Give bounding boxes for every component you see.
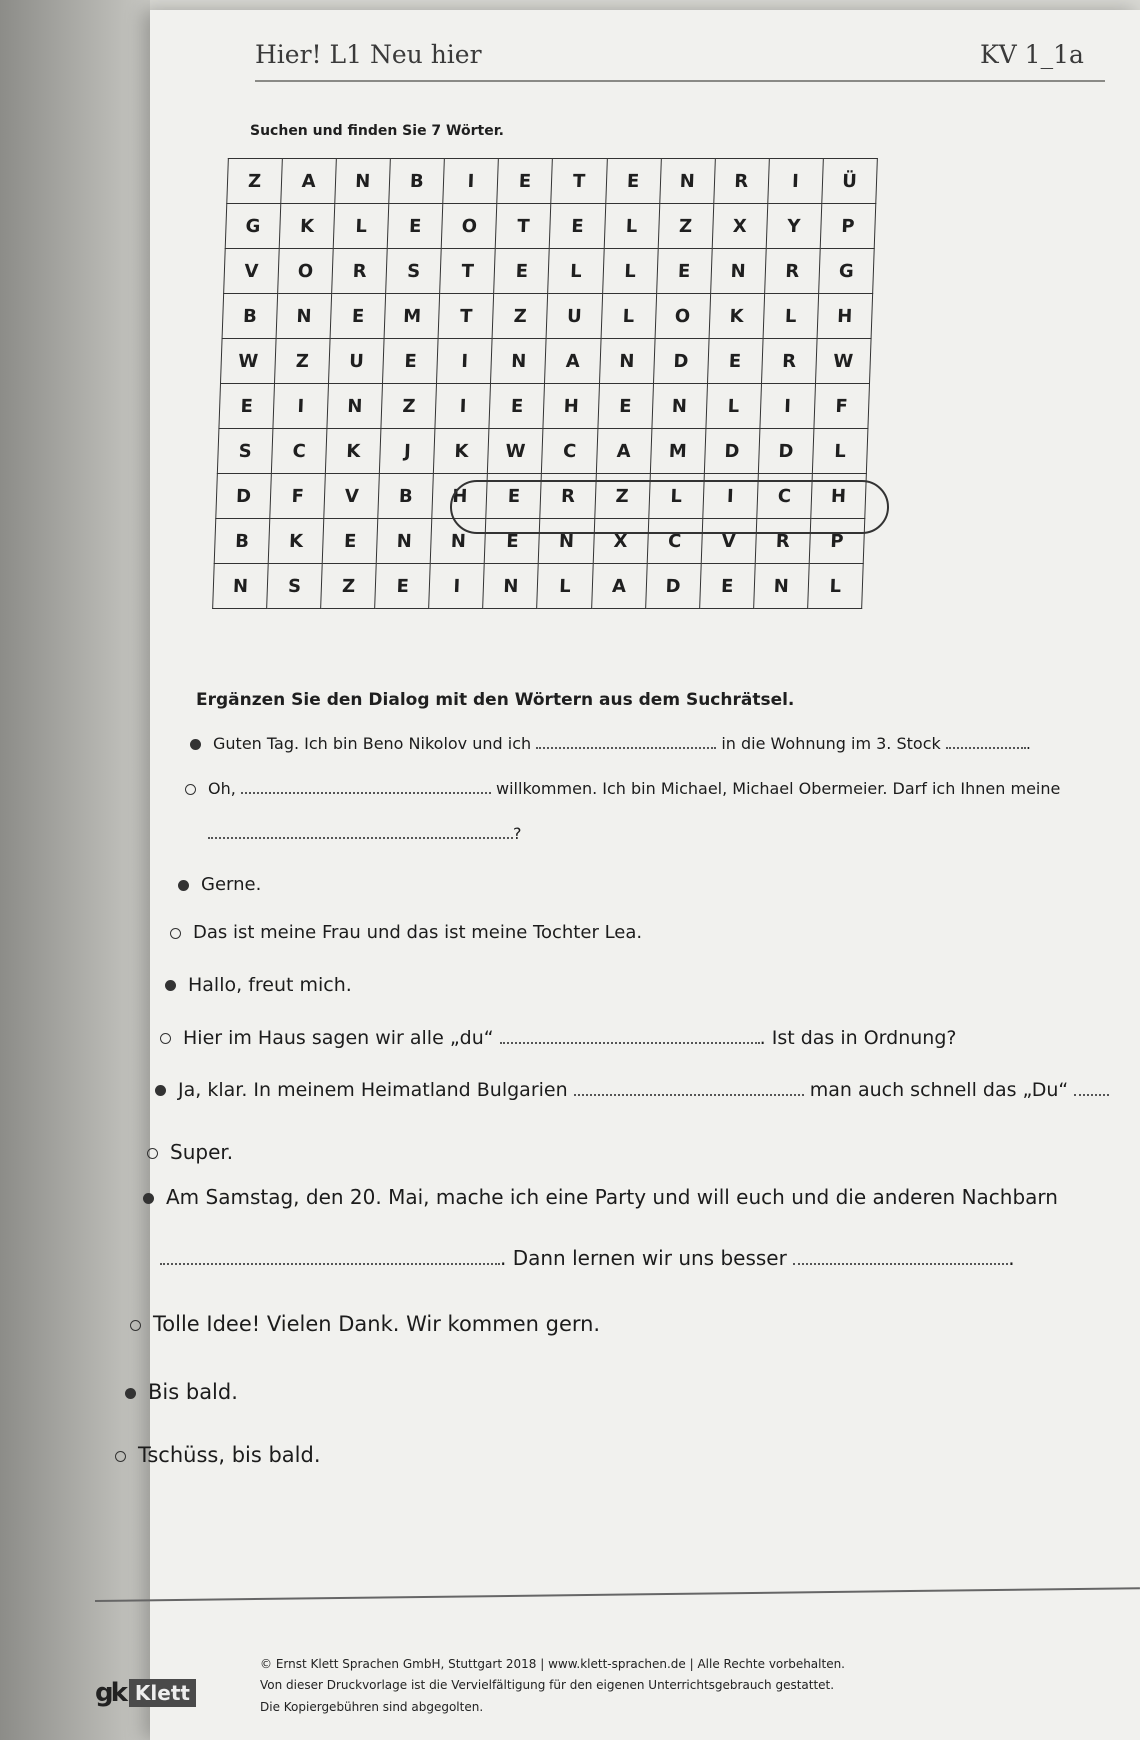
grid-cell[interactable]: T — [551, 159, 607, 204]
answer-blank[interactable] — [574, 1080, 804, 1096]
speaker-b-bullet — [115, 1451, 126, 1462]
grid-cell[interactable]: H — [811, 474, 867, 519]
grid-cell[interactable]: Z — [227, 159, 283, 204]
grid-cell[interactable]: B — [222, 294, 278, 339]
grid-cell[interactable]: S — [267, 564, 323, 609]
klett-logo-icon: gk — [95, 1678, 125, 1708]
grid-cell[interactable]: C — [757, 474, 813, 519]
speaker-a-bullet — [155, 1085, 166, 1096]
grid-row — [224, 249, 875, 294]
grid-cell[interactable]: P — [820, 204, 876, 249]
footer-fees: Die Kopiergebühren sind abgegolten. — [260, 1700, 484, 1714]
speaker-a-bullet — [178, 880, 189, 891]
background-shadow — [0, 0, 150, 1740]
grid-cell[interactable]: S — [217, 429, 273, 474]
grid-cell[interactable]: A — [545, 339, 601, 384]
grid-row — [214, 519, 865, 564]
grid-cell[interactable]: N — [599, 339, 655, 384]
speaker-b-bullet — [160, 1033, 171, 1044]
grid-cell[interactable]: I — [273, 384, 329, 429]
dialog-line-4: Gerne. — [178, 874, 261, 895]
grid-cell[interactable]: I — [429, 564, 485, 609]
grid-cell[interactable]: N — [539, 519, 595, 564]
answer-blank[interactable] — [946, 733, 1026, 749]
grid-cell[interactable]: L — [333, 204, 389, 249]
grid-cell[interactable]: I — [760, 384, 816, 429]
grid-row — [219, 384, 870, 429]
grid-cell[interactable]: C — [542, 429, 598, 474]
dialog-line-7: Hier im Haus sagen wir alle „du“ . Ist das in Ordnung? — [160, 1027, 957, 1049]
grid-cell[interactable]: K — [709, 294, 765, 339]
klett-logo-text: Klett — [129, 1679, 196, 1707]
grid-row — [221, 339, 872, 384]
grid-cell[interactable]: Z — [658, 204, 714, 249]
grid-cell[interactable]: N — [276, 294, 332, 339]
grid-cell[interactable]: E — [375, 564, 431, 609]
grid-cell[interactable]: N — [483, 564, 539, 609]
grid-cell[interactable]: T — [496, 204, 552, 249]
grid-cell[interactable]: B — [214, 519, 270, 564]
grid-cell[interactable]: H — [817, 294, 873, 339]
dialog-line-14: Tschüss, bis bald. — [115, 1443, 321, 1467]
grid-cell[interactable]: N — [213, 564, 269, 609]
answer-blank[interactable] — [536, 733, 716, 749]
grid-cell[interactable]: D — [758, 429, 814, 474]
answer-blank[interactable] — [1074, 1080, 1109, 1096]
grid-cell[interactable]: F — [270, 474, 326, 519]
grid-cell[interactable]: Z — [594, 474, 650, 519]
grid-cell[interactable]: N — [335, 159, 391, 204]
speaker-a-bullet — [165, 980, 176, 991]
word-search-grid — [212, 158, 878, 609]
grid-cell[interactable]: V — [701, 519, 757, 564]
grid-cell[interactable]: R — [713, 159, 769, 204]
grid-cell[interactable]: Z — [381, 384, 437, 429]
grid-row — [217, 429, 868, 474]
answer-blank[interactable] — [208, 823, 513, 839]
task-2-instruction: Ergänzen Sie den Dialog mit den Wörtern aus dem Suchrätsel. — [196, 690, 795, 710]
grid-cell[interactable]: Ü — [822, 159, 878, 204]
speaker-b-bullet — [170, 928, 181, 939]
dialog-line-13: Bis bald. — [125, 1380, 238, 1404]
grid-cell[interactable]: X — [712, 204, 768, 249]
grid-cell[interactable]: E — [597, 384, 653, 429]
footer-license: Von dieser Druckvorlage ist die Vervielfältigung für den eigenen Unterrichtsgebrauch gestattet. — [260, 1678, 835, 1692]
answer-blank[interactable] — [160, 1249, 500, 1265]
grid-cell[interactable]: I — [702, 474, 758, 519]
grid-cell[interactable]: M — [384, 294, 440, 339]
grid-cell[interactable]: L — [601, 294, 657, 339]
dialog-line-10: Am Samstag, den 20. Mai, mache ich eine Party und will euch und die anderen Nachbarn — [143, 1185, 1058, 1209]
worksheet-code: KV 1_1a — [980, 40, 1084, 69]
answer-blank[interactable] — [241, 778, 491, 794]
grid-row — [213, 564, 864, 609]
grid-cell[interactable]: E — [605, 159, 661, 204]
grid-cell[interactable]: I — [437, 339, 493, 384]
grid-cell[interactable]: N — [753, 564, 809, 609]
grid-cell[interactable]: T — [438, 294, 494, 339]
dialog-line-1: Guten Tag. Ich bin Beno Nikolov und ich in die Wohnung im 3. Stock . — [190, 733, 1031, 753]
grid-cell[interactable]: L — [763, 294, 819, 339]
grid-cell[interactable]: A — [591, 564, 647, 609]
grid-cell[interactable]: R — [540, 474, 596, 519]
grid-cell[interactable]: G — [819, 249, 875, 294]
grid-cell[interactable]: X — [593, 519, 649, 564]
grid-cell[interactable]: U — [329, 339, 385, 384]
grid-cell[interactable]: Z — [492, 294, 548, 339]
grid-cell[interactable]: E — [550, 204, 606, 249]
grid-cell[interactable]: R — [761, 339, 817, 384]
grid-cell[interactable]: J — [380, 429, 436, 474]
grid-cell[interactable]: N — [710, 249, 766, 294]
grid-cell[interactable]: V — [324, 474, 380, 519]
grid-cell[interactable]: E — [497, 159, 553, 204]
grid-cell[interactable]: Z — [321, 564, 377, 609]
grid-cell[interactable]: N — [491, 339, 547, 384]
grid-cell[interactable]: N — [376, 519, 432, 564]
grid-cell[interactable]: I — [435, 384, 491, 429]
grid-cell[interactable]: K — [268, 519, 324, 564]
grid-cell[interactable]: O — [442, 204, 498, 249]
grid-cell[interactable]: D — [704, 429, 760, 474]
grid-cell[interactable]: T — [440, 249, 496, 294]
dialog-line-3: ? — [208, 823, 522, 843]
grid-cell[interactable]: U — [547, 294, 603, 339]
grid-cell[interactable]: L — [808, 564, 864, 609]
grid-cell[interactable]: L — [648, 474, 704, 519]
dialog-line-2: Oh, willkommen. Ich bin Michael, Michael Obermeier. Darf ich Ihnen meine — [185, 778, 1060, 798]
grid-cell[interactable]: C — [647, 519, 703, 564]
grid-cell[interactable]: R — [755, 519, 811, 564]
grid-cell[interactable]: L — [548, 249, 604, 294]
grid-cell[interactable]: A — [281, 159, 337, 204]
grid-cell[interactable]: O — [655, 294, 711, 339]
grid-cell[interactable]: S — [386, 249, 442, 294]
grid-cell[interactable]: N — [652, 384, 708, 429]
grid-row — [222, 294, 873, 339]
dialog-line-9: Super. — [147, 1140, 233, 1164]
header-divider — [255, 80, 1105, 82]
grid-cell[interactable]: E — [383, 339, 439, 384]
grid-cell[interactable]: L — [602, 249, 658, 294]
klett-logo — [95, 1672, 200, 1714]
speaker-b-bullet — [130, 1320, 141, 1331]
grid-cell[interactable]: D — [653, 339, 709, 384]
grid-cell[interactable]: O — [278, 249, 334, 294]
dialog-line-12: Tolle Idee! Vielen Dank. Wir kommen gern. — [130, 1312, 600, 1336]
grid-cell[interactable]: E — [489, 384, 545, 429]
grid-cell[interactable]: V — [224, 249, 280, 294]
grid-cell[interactable]: G — [225, 204, 281, 249]
grid-cell[interactable]: N — [431, 519, 487, 564]
grid-cell[interactable]: K — [279, 204, 335, 249]
speaker-a-bullet — [190, 739, 201, 750]
grid-cell[interactable]: L — [812, 429, 868, 474]
grid-cell[interactable]: E — [485, 519, 541, 564]
grid-cell[interactable]: W — [221, 339, 277, 384]
grid-cell[interactable]: N — [659, 159, 715, 204]
grid-row — [227, 159, 878, 204]
grid-cell[interactable]: N — [327, 384, 383, 429]
answer-blank[interactable] — [500, 1028, 760, 1044]
speaker-b-bullet — [147, 1148, 158, 1159]
grid-cell[interactable]: M — [650, 429, 706, 474]
grid-cell[interactable]: E — [494, 249, 550, 294]
dialog-line-8: Ja, klar. In meinem Heimatland Bulgarien man auch schnell das „Du“ — [155, 1079, 1109, 1101]
grid-cell[interactable]: K — [326, 429, 382, 474]
speaker-b-bullet — [185, 784, 196, 795]
dialog-line-11: . Dann lernen wir uns besser . — [160, 1246, 1015, 1270]
task-1-instruction: Suchen und finden Sie 7 Wörter. — [250, 123, 504, 139]
grid-cell[interactable]: E — [322, 519, 378, 564]
grid-cell[interactable]: E — [219, 384, 275, 429]
grid-cell[interactable]: I — [768, 159, 824, 204]
grid-cell[interactable]: C — [271, 429, 327, 474]
grid-cell[interactable]: R — [764, 249, 820, 294]
grid-cell[interactable]: H — [543, 384, 599, 429]
grid-cell[interactable]: D — [645, 564, 701, 609]
grid-cell[interactable]: E — [656, 249, 712, 294]
dialog-line-5: Das ist meine Frau und das ist meine Tochter Lea. — [170, 922, 642, 943]
answer-blank[interactable] — [793, 1249, 1008, 1265]
grid-cell[interactable]: P — [809, 519, 865, 564]
grid-row — [225, 204, 876, 249]
grid-cell[interactable]: W — [488, 429, 544, 474]
grid-cell[interactable]: L — [604, 204, 660, 249]
grid-cell[interactable]: Y — [766, 204, 822, 249]
grid-cell[interactable]: E — [387, 204, 443, 249]
grid-cell[interactable]: E — [699, 564, 755, 609]
speaker-a-bullet — [125, 1388, 136, 1399]
footer-copyright: © Ernst Klett Sprachen GmbH, Stuttgart 2018 | www.klett-sprachen.de | Alle Rechte vorbehalten. — [260, 1657, 845, 1671]
grid-cell[interactable]: I — [443, 159, 499, 204]
grid-cell[interactable]: K — [434, 429, 490, 474]
grid-cell[interactable]: D — [216, 474, 272, 519]
grid-cell[interactable]: R — [332, 249, 388, 294]
dialog-line-6: Hallo, freut mich. — [165, 974, 352, 996]
grid-cell[interactable]: W — [815, 339, 871, 384]
grid-cell[interactable]: L — [537, 564, 593, 609]
grid-cell[interactable]: L — [706, 384, 762, 429]
speaker-a-bullet — [143, 1193, 154, 1204]
grid-cell[interactable]: F — [814, 384, 870, 429]
grid-cell[interactable]: B — [389, 159, 445, 204]
grid-cell[interactable]: H — [432, 474, 488, 519]
grid-row — [216, 474, 867, 519]
grid-cell[interactable]: B — [378, 474, 434, 519]
grid-cell[interactable]: E — [486, 474, 542, 519]
grid-cell[interactable]: A — [596, 429, 652, 474]
grid-cell[interactable]: Z — [275, 339, 331, 384]
grid-cell[interactable]: E — [330, 294, 386, 339]
page-title: Hier! L1 Neu hier — [255, 40, 482, 69]
grid-cell[interactable]: E — [707, 339, 763, 384]
